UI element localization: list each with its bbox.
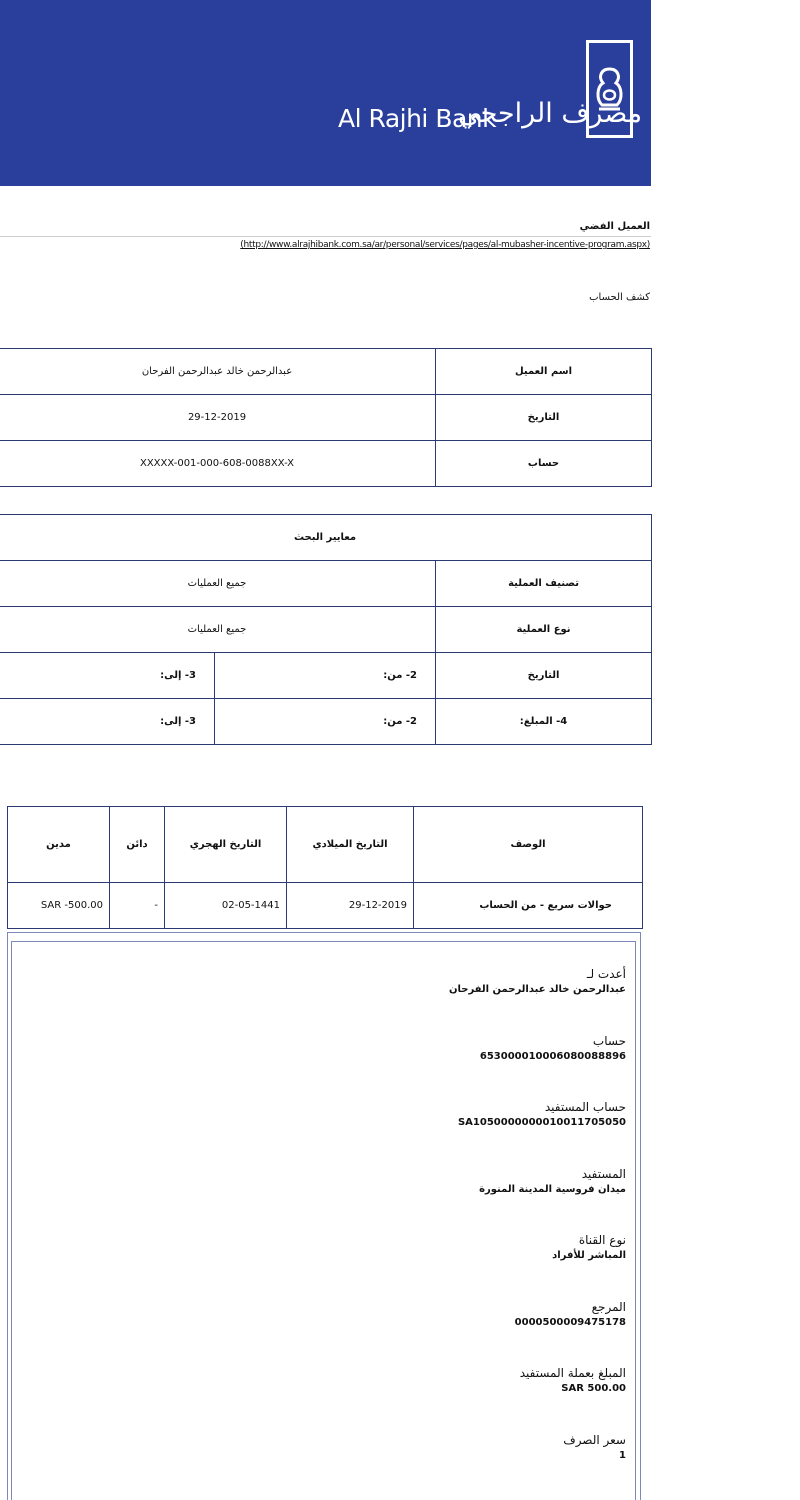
bank-header-banner [0, 0, 651, 186]
detail-label: نوع القناة [578, 1233, 626, 1247]
customer-info-table [0, 348, 652, 487]
bank-name-en: Al Rajhi Bank [338, 104, 497, 133]
detail-field [479, 1166, 626, 1197]
op-type-value: جميع العمليات [0, 607, 436, 653]
detail-field [520, 1365, 626, 1396]
detail-value: 0000500009475178 [514, 1317, 626, 1328]
table-header-row [8, 807, 643, 883]
detail-field [563, 1432, 626, 1463]
op-type-label: نوع العملية [436, 607, 652, 653]
amount-from-label: 2- من: [215, 699, 436, 745]
amount-to-label: 3- إلى: [0, 699, 215, 745]
detail-field [480, 1033, 626, 1064]
detail-label: حساب المستفيد [544, 1100, 626, 1114]
detail-label: المرجع [591, 1300, 626, 1314]
detail-field [515, 1299, 626, 1330]
service-link[interactable]: (http://www.alrajhibank.com.sa/ar/personal/services/pages/al-mubasher-incentive-program.aspx) [240, 240, 650, 250]
detail-value: SA1050000000010011705050 [457, 1117, 626, 1128]
description-cell: حوالات سريع - من الحساب [414, 883, 643, 929]
hijri-date-cell: 02-05-1441 [165, 883, 287, 929]
detail-value: المباشر للأفراد [552, 1250, 626, 1261]
detail-value: SAR 500.00 [561, 1383, 626, 1394]
detail-label: المستفيد [581, 1167, 626, 1181]
account-label: حساب [436, 441, 652, 487]
detail-label: المبلغ بعملة المستفيد [519, 1366, 626, 1380]
date-label: التاريخ [436, 395, 652, 441]
table-row [0, 349, 652, 395]
detail-label: أعدت لـ [586, 967, 626, 981]
date-to-label: 3- إلى: [0, 653, 215, 699]
search-criteria-title: معايير البحث [0, 515, 652, 561]
transaction-detail-content [11, 941, 636, 1500]
table-row [0, 653, 652, 699]
transactions-table [7, 806, 643, 929]
table-row [0, 561, 652, 607]
date-from-label: 2- من: [215, 653, 436, 699]
table-row[interactable] [8, 883, 643, 929]
credit-cell: - [110, 883, 165, 929]
bank-name-ar: مصرف الراجحي [458, 98, 643, 129]
table-row [0, 441, 652, 487]
transaction-detail-panel [7, 932, 641, 1500]
detail-field [458, 1099, 626, 1130]
column-header-gregorian-date: التاريخ الميلادي [287, 807, 414, 883]
table-row [0, 607, 652, 653]
detail-field [449, 966, 626, 997]
detail-value: 653000010006080088896 [479, 1051, 626, 1062]
op-category-label: تصنيف العملية [436, 561, 652, 607]
detail-value: 1 [619, 1450, 626, 1461]
date-range-label: التاريخ [436, 653, 652, 699]
service-title: العميل الفضي [579, 221, 650, 232]
detail-field [552, 1232, 626, 1263]
gregorian-date-cell: 29-12-2019 [287, 883, 414, 929]
debit-cell: SAR -500.00 [8, 883, 110, 929]
account-value: XXXXX-001-000-608-0088XX-X [0, 441, 436, 487]
divider [0, 236, 651, 237]
search-criteria-table [0, 514, 652, 745]
column-header-debit: مدين [8, 807, 110, 883]
customer-name-label: اسم العميل [436, 349, 652, 395]
date-value: 29-12-2019 [0, 395, 436, 441]
column-header-credit: دائن [110, 807, 165, 883]
detail-label: حساب [592, 1034, 626, 1048]
statement-label: كشف الحساب [589, 292, 650, 303]
detail-value: عبدالرحمن خالد عبدالرحمن الفرحان [448, 984, 626, 995]
op-category-value: جميع العمليات [0, 561, 436, 607]
alrajhi-logo-icon [586, 40, 633, 138]
detail-label: سعر الصرف [563, 1433, 626, 1447]
table-row [0, 395, 652, 441]
amount-range-label: 4- المبلغ: [436, 699, 652, 745]
table-row [0, 699, 652, 745]
customer-name-value: عبدالرحمن خالد عبدالرحمن الفرحان [0, 349, 436, 395]
column-header-hijri-date: التاريخ الهجري [165, 807, 287, 883]
column-header-description: الوصف [414, 807, 643, 883]
table-row [0, 515, 652, 561]
detail-value: ميدان فروسية المدينة المنورة [479, 1184, 626, 1195]
